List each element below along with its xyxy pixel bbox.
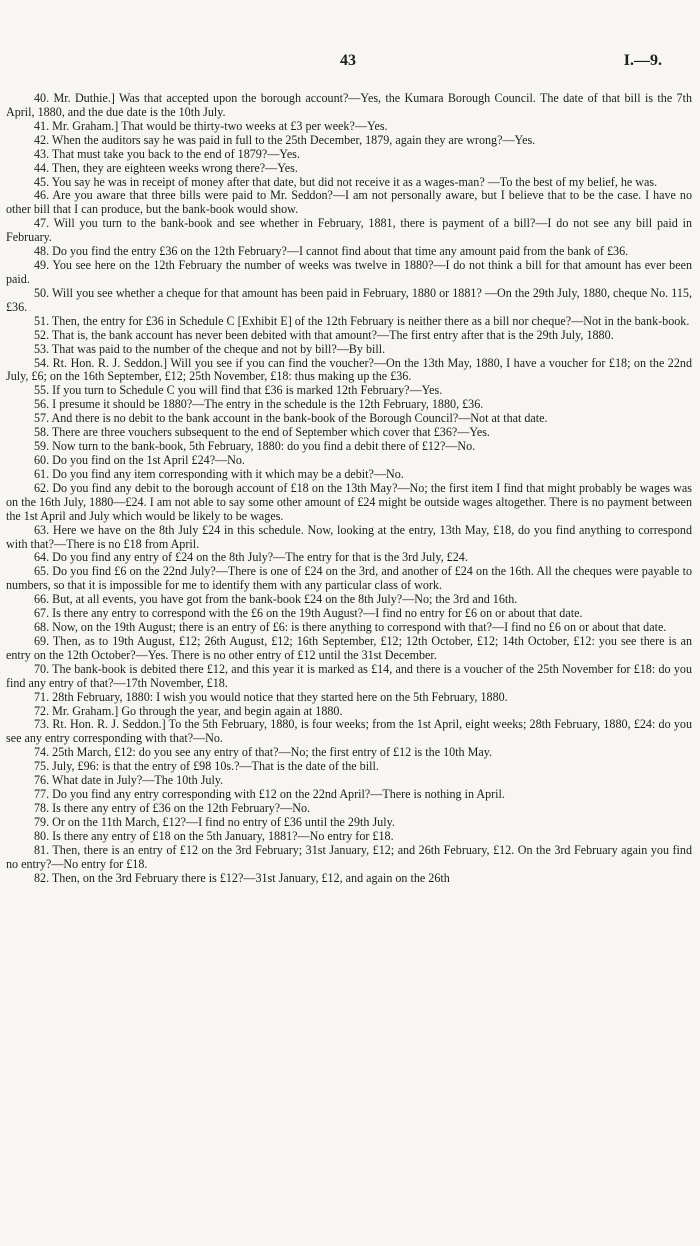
question-paragraph: 63. Here we have on the 8th July £24 in this schedule. Now, looking at the entry, 13th May, £18, do you find anything to correspond with that?—There is no £18 from April. (6, 522, 692, 551)
page-header (0, 52, 700, 72)
question-paragraph: 64. Do you find any entry of £24 on the 8th July?—The entry for that is the 3rd July, £24. (34, 550, 468, 565)
question-paragraph: 55. If you turn to Schedule C you will find that £36 is marked 12th February?—Yes. (34, 383, 443, 398)
question-paragraph: 73. Rt. Hon. R. J. Seddon.] To the 5th February, 1880, is four weeks; from the 1st April, eight weeks; 28th February, 1880, £24: do you see any entry corresponding with that?—No. (6, 717, 692, 746)
question-paragraph: 50. Will you see whether a cheque for that amount has been paid in February, 1880 or 1881? —On the 29th July, 1880, cheque No. 115, £36. (6, 285, 692, 314)
paper-reference: I.—9. (623, 52, 662, 69)
question-paragraph: 43. That must take you back to the end of 1879?—Yes. (34, 146, 300, 161)
question-paragraph: 72. Mr. Graham.] Go through the year, and begin again at 1880. (34, 703, 343, 718)
question-paragraph: 41. Mr. Graham.] That would be thirty-two weeks at £3 per week?—Yes. (34, 118, 388, 133)
question-paragraph: 58. There are three vouchers subsequent to the end of September which cover that £36?—Yes. (34, 425, 490, 440)
question-paragraph: 76. What date in July?—The 10th July. (34, 773, 224, 788)
question-paragraph: 56. I presume it should be 1880?—The entry in the schedule is the 12th February, 1880, £36. (34, 397, 484, 412)
question-paragraph: 54. Rt. Hon. R. J. Seddon.] Will you see if you can find the voucher?—On the 13th May, 1880, I have a voucher for £18; on the 22nd July, £6; on the 16th September, £12; 25th November, £18: thus making up the £36. (6, 355, 692, 384)
question-paragraph: 53. That was paid to the number of the cheque and not by bill?—By bill. (34, 341, 386, 356)
question-paragraph: 69. Then, as to 19th August, £12; 26th August, £12; 16th September, £12; 12th October, £12; 14th October, £12: you see there is an entry on the 12th October?—Yes. There is no other entry of £12 until the 31st December. (6, 633, 692, 662)
question-paragraph: 60. Do you find on the 1st April £24?—No. (34, 452, 245, 467)
question-paragraph: 47. Will you turn to the bank-book and see whether in February, 1881, there is payment of a bill?—I do not see any bill paid in February. (6, 216, 692, 245)
question-paragraph: 67. Is there any entry to correspond with the £6 on the 19th August?—I find no entry for £6 on or about that date. (34, 606, 583, 621)
document-body (6, 92, 692, 886)
question-paragraph: 40. Mr. Duthie.] Was that accepted upon the borough account?—Yes, the Kumara Borough Council. The date of that bill is the 7th April, 1880, and the due date is the 10th July. (6, 91, 692, 119)
question-paragraph: 49. You see here on the 12th February the number of weeks was twelve in 1880?—I do not think a bill for that amount has ever been paid. (6, 258, 692, 286)
question-paragraph: 62. Do you find any debit to the borough account of £18 on the 13th May?—No; the first item I find that might probably be wages was on the 16th July, 1880—£24. I am not able to say some other amount of £24 might be outside wages altogether. There is no payment between the 1st April and July which would be likely to be wages. (6, 480, 692, 523)
question-paragraph: 80. Is there any entry of £18 on the 5th January, 1881?—No entry for £18. (34, 828, 394, 843)
question-paragraph: 78. Is there any entry of £36 on the 12th February?—No. (34, 801, 311, 816)
question-paragraph: 42. When the auditors say he was paid in full to the 25th December, 1879, again they are wrong?—Yes. (34, 132, 536, 147)
question-paragraph: 61. Do you find any item corresponding with it which may be a debit?—No. (34, 466, 404, 481)
question-paragraph: 66. But, at all events, you have got from the bank-book £24 on the 8th July?—No; the 3rd and 16th. (34, 592, 518, 607)
question-paragraph: 57. And there is no debit to the bank account in the bank-book of the Borough Council?—Not at that date. (34, 411, 548, 426)
question-paragraph: 44. Then, they are eighteen weeks wrong there?—Yes. (34, 160, 298, 175)
question-paragraph: 68. Now, on the 19th August; there is an entry of £6: is there anything to correspond with that?—I find no £6 on or about that date. (34, 620, 667, 635)
page-number: 43 (340, 52, 356, 69)
question-paragraph: 59. Now turn to the bank-book, 5th February, 1880: do you find a debit there of £12?—No. (34, 439, 476, 454)
question-paragraph: 74. 25th March, £12: do you see any entry of that?—No; the first entry of £12 is the 10th May. (34, 745, 493, 760)
question-paragraph: 82. Then, on the 3rd February there is £12?—31st January, £12, and again on the 26th (34, 870, 450, 885)
question-paragraph: 48. Do you find the entry £36 on the 12th February?—I cannot find about that time any amount paid from the bank of £36. (34, 244, 629, 259)
question-paragraph: 71. 28th February, 1880: I wish you would notice that they started here on the 5th February, 1880. (34, 689, 508, 704)
question-paragraph: 81. Then, there is an entry of £12 on the 3rd February; 31st January, £12; and 26th February, £12. On the 3rd February again you find no entry?—No entry for £18. (6, 842, 692, 871)
question-paragraph: 51. Then, the entry for £36 in Schedule C [Exhibit E] of the 12th February is neither there as a bill nor cheque?—Not in the bank-book. (34, 313, 690, 328)
question-paragraph: 52. That is, the bank account has never been debited with that amount?—The first entry after that is the 29th July, 1880. (34, 327, 614, 342)
question-paragraph: 70. The bank-book is debited there £12, and this year it is marked as £14, and there is a voucher of the 25th November for £18: do you find any entry of that?—17th November, £18. (6, 661, 692, 690)
question-paragraph: 79. Or on the 11th March, £12?—I find no entry of £36 until the 29th July. (34, 814, 395, 829)
question-paragraph: 75. July, £96: is that the entry of £98 10s.?—That is the date of the bill. (34, 759, 379, 774)
question-paragraph: 46. Are you aware that three bills were paid to Mr. Seddon?—I am not personally aware, but I believe that to be the case. I have no other bill that I can produce, but the bank-book would show. (6, 188, 692, 217)
question-paragraph: 77. Do you find any entry corresponding with £12 on the 22nd April?—There is nothing in April. (34, 787, 505, 802)
question-paragraph: 45. You say he was in receipt of money after that date, but did not receive it as a wages-man? —To the best of my belief, he was. (34, 174, 658, 189)
question-paragraph: 65. Do you find £6 on the 22nd July?—There is one of £24 on the 3rd, and another of £24 on the 16th. All the cheques were payable to numbers, so that it is impossible for me to identify them with any particular class of work. (6, 564, 692, 593)
